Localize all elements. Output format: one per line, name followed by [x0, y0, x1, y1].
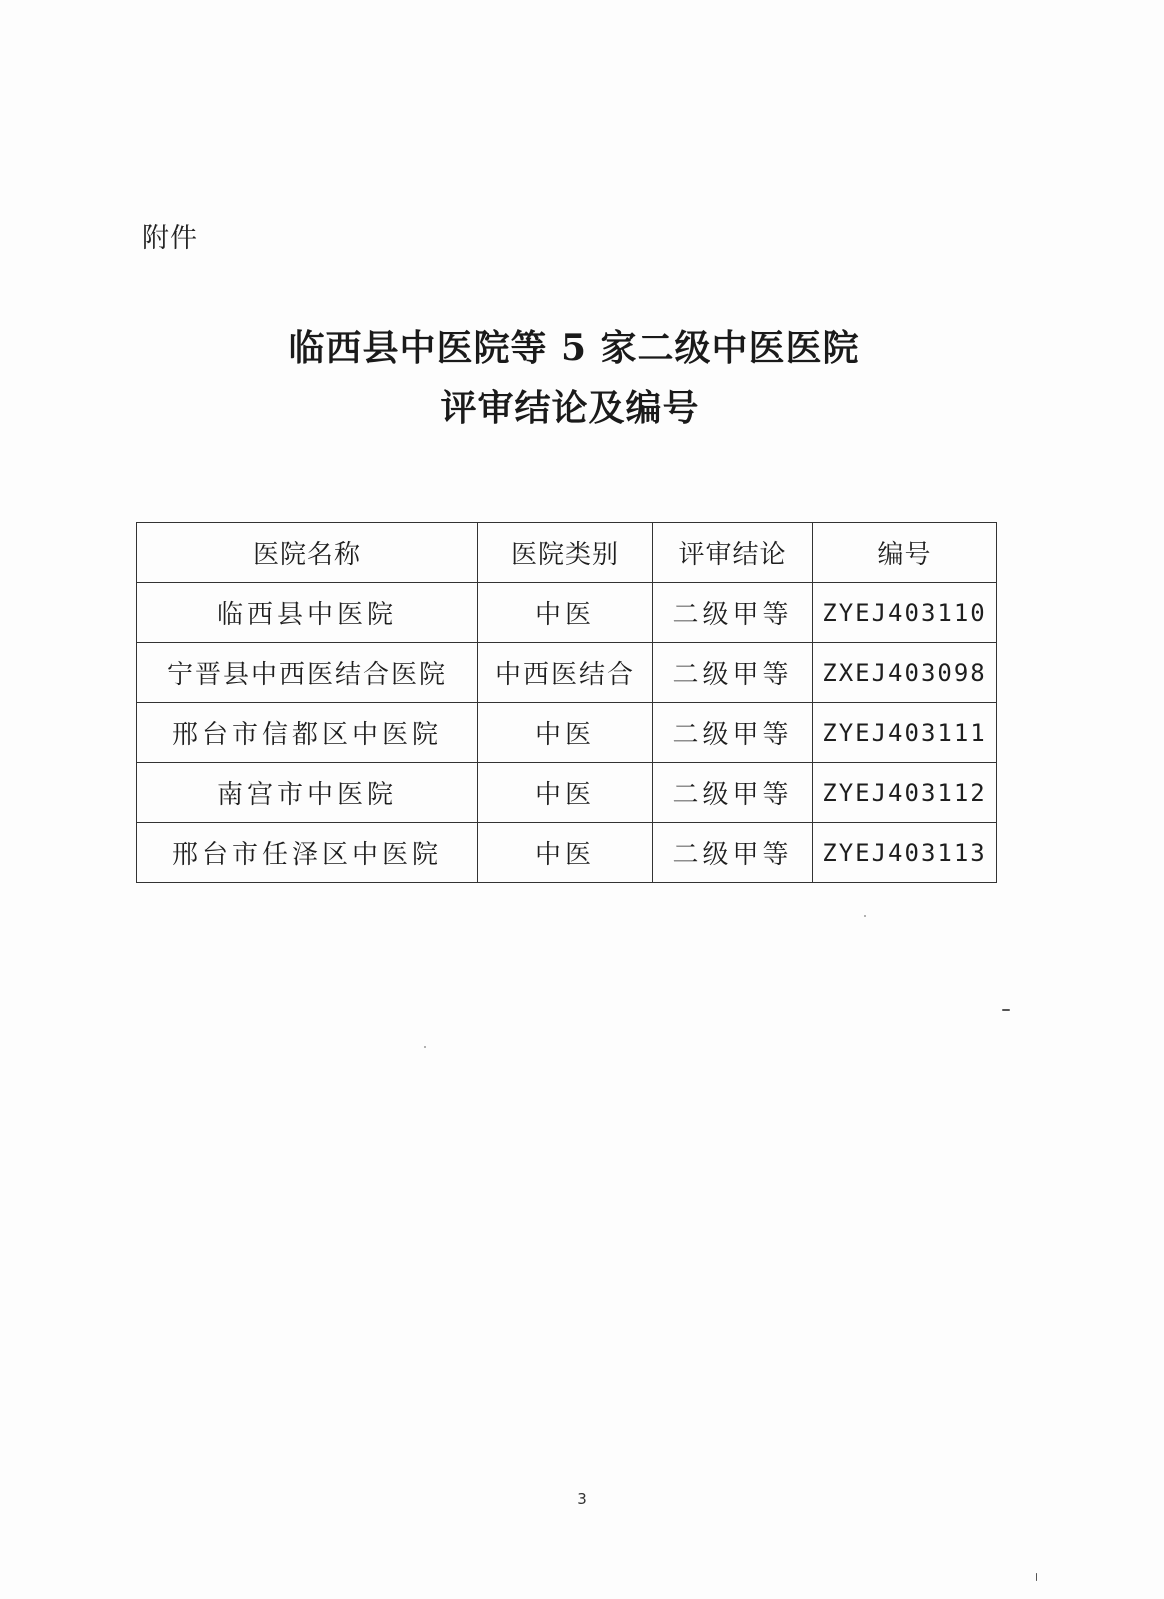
cell-hospital-category: 中医: [478, 583, 653, 643]
table-row: [137, 583, 997, 643]
table-header-row: [137, 523, 997, 583]
header-hospital-name: 医院名称: [137, 523, 478, 583]
cell-hospital-name: 邢台市任泽区中医院: [137, 823, 478, 883]
cell-hospital-name: 临西县中医院: [137, 583, 478, 643]
cell-review-result: 二级甲等: [653, 823, 813, 883]
cell-hospital-name: 邢台市信都区中医院: [137, 703, 478, 763]
cell-code: ZYEJ403111: [813, 703, 997, 763]
header-hospital-category: 医院类别: [478, 523, 653, 583]
scan-speck: [1002, 1009, 1010, 1011]
table-row: [137, 823, 997, 883]
cell-hospital-category: 中医: [478, 823, 653, 883]
header-review-result: 评审结论: [653, 523, 813, 583]
table-row: [137, 643, 997, 703]
attachment-label: 附件: [142, 223, 198, 254]
review-result-table: [136, 522, 997, 883]
cell-hospital-name: 宁晋县中西医结合医院: [137, 643, 478, 703]
cell-code: ZYEJ403113: [813, 823, 997, 883]
cell-hospital-category: 中医: [478, 703, 653, 763]
document-title-line-1: 临西县中医院等 5 家二级中医医院: [288, 327, 860, 369]
document-title-line-2: 评审结论及编号: [440, 387, 700, 429]
scan-speck: [1036, 1573, 1037, 1581]
cell-code: ZYEJ403112: [813, 763, 997, 823]
cell-hospital-category: 中西医结合: [478, 643, 653, 703]
cell-review-result: 二级甲等: [653, 763, 813, 823]
cell-review-result: 二级甲等: [653, 583, 813, 643]
page-number: 3: [577, 1490, 587, 1508]
table-row: [137, 763, 997, 823]
table-row: [137, 703, 997, 763]
cell-review-result: 二级甲等: [653, 703, 813, 763]
cell-hospital-category: 中医: [478, 763, 653, 823]
cell-code: ZXEJ403098: [813, 643, 997, 703]
header-code: 编号: [813, 523, 997, 583]
cell-hospital-name: 南宫市中医院: [137, 763, 478, 823]
scan-speck: [864, 915, 866, 917]
cell-review-result: 二级甲等: [653, 643, 813, 703]
cell-code: ZYEJ403110: [813, 583, 997, 643]
scan-speck: [424, 1046, 426, 1048]
